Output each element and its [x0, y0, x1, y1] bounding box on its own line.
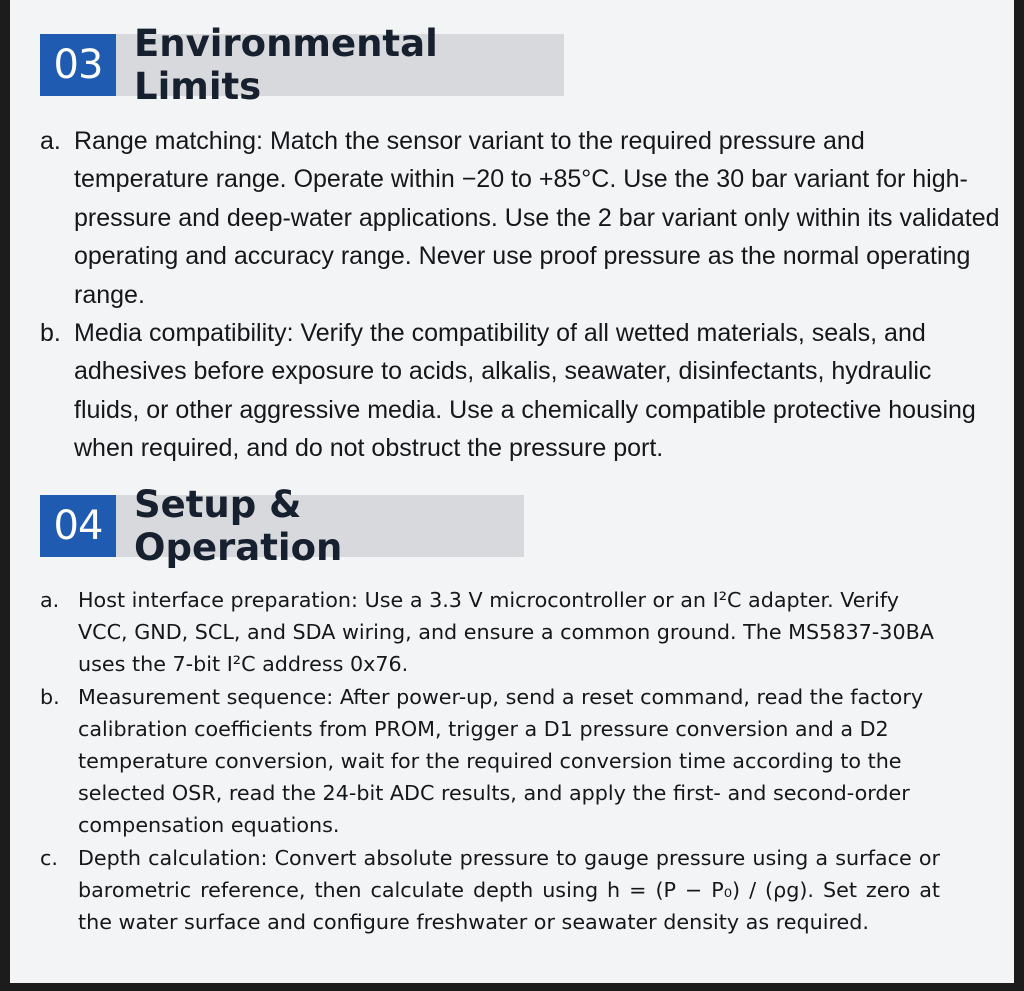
setup-operation-list — [40, 584, 940, 938]
list-item-text: Host interface preparation: Use a 3.3 V microcontroller or an I²C adapter. Verify VCC, GND, SCL, and SDA wiring, and ensure a common ground. The MS5837-30BA uses the 7-bit I²C address 0x76. — [78, 588, 934, 677]
section-title: Setup & Operation — [116, 495, 524, 557]
list-item-host-interface — [40, 584, 940, 681]
list-marker: c. — [40, 845, 58, 870]
list-item-media-compatibility — [40, 314, 1000, 468]
section-heading-setup-operation — [40, 483, 524, 569]
document-page — [10, 0, 1014, 983]
list-marker: a. — [40, 127, 61, 155]
list-marker: b. — [40, 319, 61, 348]
list-item-depth-calculation — [40, 842, 940, 939]
section-number-badge: 04 — [40, 495, 116, 557]
list-item-text: Measurement sequence: After power-up, send a reset command, read the factory calibration coefficients from PROM, trigger a D1 pressure conversion and a D2 temperature conversion, wait for the required conversion time according to the selected OSR, read the 24-bit ADC results, and apply the first- and second-order compensation equations. — [78, 684, 924, 838]
section-heading-environmental-limits — [40, 22, 564, 108]
list-item-text: Range matching: Match the sensor variant to the required pressure and temperature range. Operate within −20 to +85°C. Use the 30 bar variant for high-pressure and deep-water applications. Use the 2 bar variant only within its validated operating and accuracy range. Never use proof pressure as the normal operating range. — [74, 127, 1000, 309]
section-number-badge: 03 — [40, 34, 116, 96]
list-item-text: Depth calculation: Convert absolute pressure to gauge pressure using a surface or barometric reference, then calculate depth using h = (P − P₀) / (ρg). Set zero at the water surface and configure freshwater or seawater density as required. — [78, 845, 940, 935]
list-item-measurement-sequence — [40, 681, 940, 842]
list-marker: b. — [40, 684, 60, 709]
list-item-range-matching — [40, 122, 1000, 314]
environmental-limits-list — [40, 122, 1000, 468]
list-item-text: Media compatibility: Verify the compatibility of all wetted materials, seals, and adhesives before exposure to acids, alkalis, seawater, disinfectants, hydraulic fluids, or other aggressive media. Use a chemically compatible protective housing when required, and do not obstruct the pressure port. — [74, 319, 976, 463]
list-marker: a. — [40, 588, 60, 612]
section-title: Environmental Limits — [116, 34, 564, 96]
